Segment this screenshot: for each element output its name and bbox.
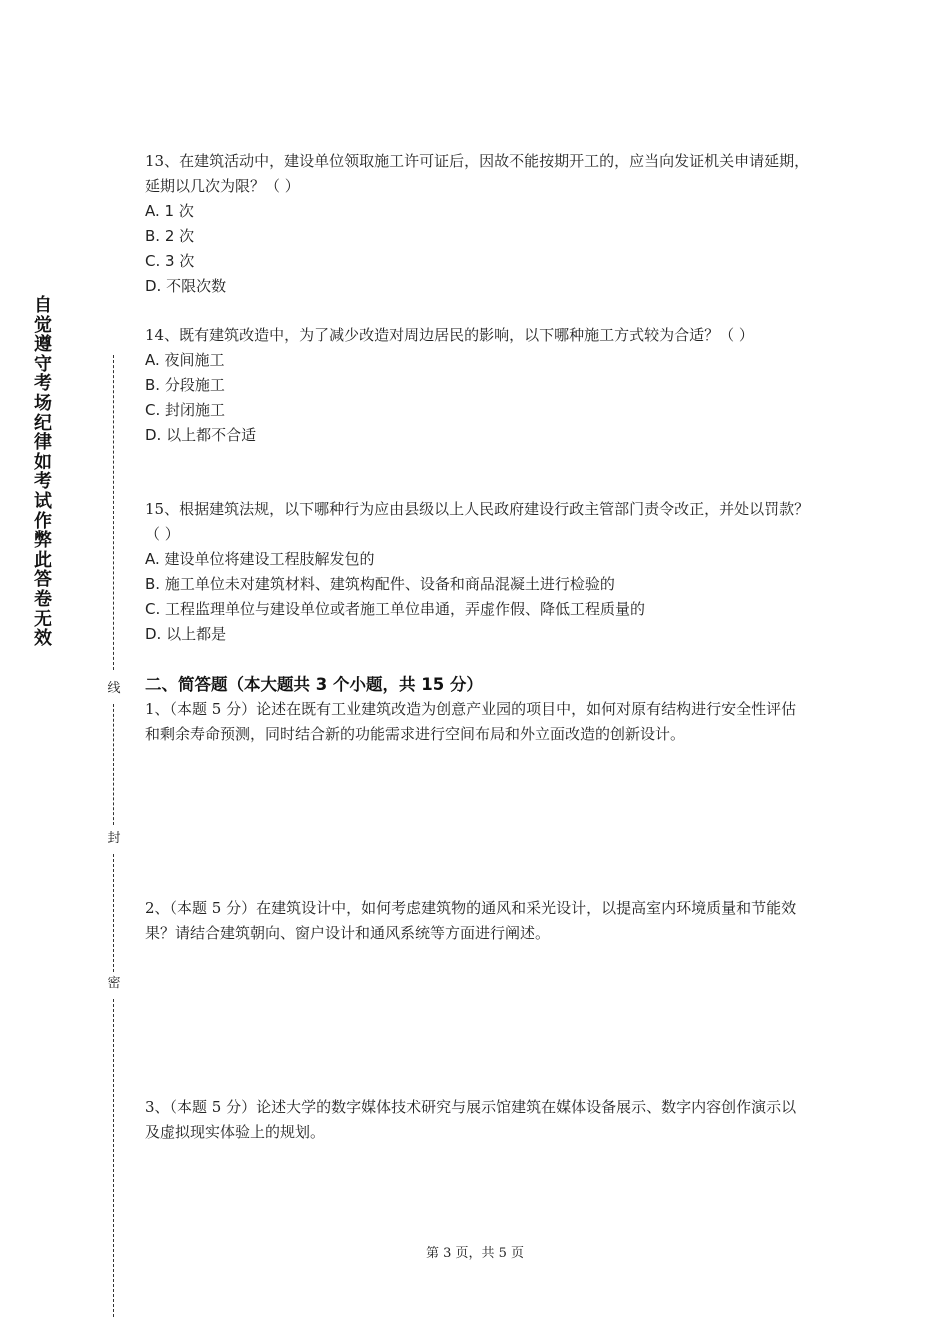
question-title: 14、既有建筑改造中，为了减少改造对周边居民的影响，以下哪种施工方式较为合适？（ ） <box>145 326 754 344</box>
question-15 <box>145 497 810 647</box>
short-answer-3 <box>145 1095 810 1145</box>
option-c: C. 封闭施工 <box>145 401 226 419</box>
seal-mark-seal: 封 <box>107 831 121 846</box>
seal-dashed-line <box>113 854 114 972</box>
section-heading: 二、简答题（本大题共 3 个小题，共 15 分） <box>145 675 483 694</box>
option-a: A. 1 次 <box>145 202 194 220</box>
question-title: 13、在建筑活动中，建设单位领取施工许可证后，因故不能按期开工的，应当向发证机关申请延期，延期以几次为限？（ ） <box>145 152 810 195</box>
short-answer-2 <box>145 896 810 946</box>
short-answer-question: 3、（本题 5 分）论述大学的数字媒体技术研究与展示馆建筑在媒体设备展示、数字内容创作演示以及虚拟现实体验上的规划。 <box>145 1098 797 1141</box>
seal-mark-secret: 密 <box>107 976 121 991</box>
option-d: D. 以上都不合适 <box>145 426 257 444</box>
option-b: B. 分段施工 <box>145 376 225 394</box>
option-b: B. 2 次 <box>145 227 195 245</box>
option-b: B. 施工单位未对建筑材料、建筑构配件、设备和商品混凝土进行检验的 <box>145 575 615 593</box>
page-number: 第 3 页，共 5 页 <box>425 1246 525 1261</box>
short-answer-1 <box>145 697 810 747</box>
seal-dashed-line <box>113 355 114 670</box>
seal-mark-line: 线 <box>107 681 121 696</box>
question-title: 15、根据建筑法规，以下哪种行为应由县级以上人民政府建设行政主管部门责令改正，并处以罚款？（ ） <box>145 500 810 543</box>
short-answer-question: 2、（本题 5 分）在建筑设计中，如何考虑建筑物的通风和采光设计，以提高室内环境质量和节能效果？请结合建筑朝向、窗户设计和通风系统等方面进行阐述。 <box>145 899 797 942</box>
option-d: D. 不限次数 <box>145 277 227 295</box>
seal-dashed-line <box>113 704 114 825</box>
option-c: C. 工程监理单位与建设单位或者施工单位串通，弄虚作假、降低工程质量的 <box>145 600 646 618</box>
option-c: C. 3 次 <box>145 252 195 270</box>
question-14 <box>145 323 810 448</box>
question-13 <box>145 149 810 299</box>
option-a: A. 夜间施工 <box>145 351 225 369</box>
option-d: D. 以上都是 <box>145 625 227 643</box>
seal-dashed-line <box>113 999 114 1317</box>
option-a: A. 建设单位将建设工程肢解发包的 <box>145 550 375 568</box>
exam-discipline-warning: 自觉遵守考场纪律如考试作弊此答卷无效 <box>34 295 52 650</box>
short-answer-question: 1、（本题 5 分）论述在既有工业建筑改造为创意产业园的项目中，如何对原有结构进行安全性评估和剩余寿命预测，同时结合新的功能需求进行空间布局和外立面改造的创新设计。 <box>145 700 797 743</box>
